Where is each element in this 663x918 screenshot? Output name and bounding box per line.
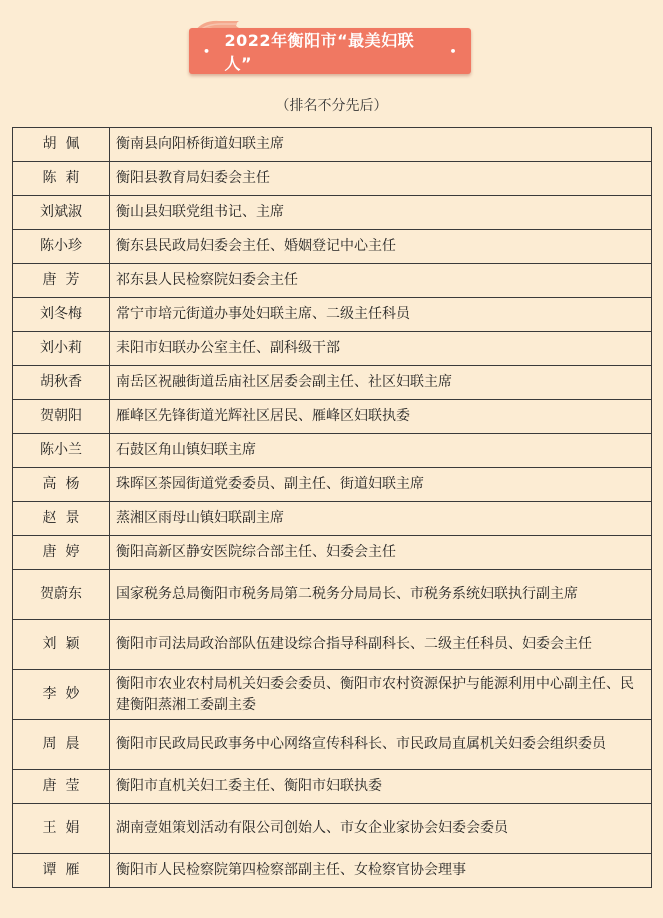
page-title: 2022年衡阳市“最美妇联人” (224, 31, 415, 73)
table-row (13, 366, 652, 400)
honoree-table (12, 127, 652, 888)
honoree-role: 常宁市培元街道办事处妇联主席、二级主任科员 (110, 298, 652, 332)
honoree-name: 陈 莉 (13, 162, 110, 196)
honoree-name: 唐 婷 (13, 536, 110, 570)
honoree-role: 石鼓区角山镇妇联主席 (110, 434, 652, 468)
honoree-role: 耒阳市妇联办公室主任、副科级干部 (110, 332, 652, 366)
honoree-role: 湖南壹姐策划活动有限公司创始人、市女企业家协会妇委会委员 (110, 804, 652, 854)
honoree-role: 衡山县妇联党组书记、主席 (110, 196, 652, 230)
table-row (13, 804, 652, 854)
subtitle: （排名不分先后） (275, 98, 388, 114)
honoree-role: 珠晖区茶园街道党委委员、副主任、街道妇联主席 (110, 468, 652, 502)
table-row (13, 502, 652, 536)
honoree-name: 唐 芳 (13, 264, 110, 298)
table-row (13, 230, 652, 264)
table-row (13, 536, 652, 570)
table-row (13, 400, 652, 434)
honoree-name: 周 晨 (13, 720, 110, 770)
bullet-left-icon: • (203, 44, 211, 58)
honoree-role: 雁峰区先锋街道光辉社区居民、雁峰区妇联执委 (110, 400, 652, 434)
table-row (13, 162, 652, 196)
table-row (13, 434, 652, 468)
honoree-role: 衡阳市人民检察院第四检察部副主任、女检察官协会理事 (110, 854, 652, 888)
table-row (13, 620, 652, 670)
honoree-role: 衡阳市直机关妇工委主任、衡阳市妇联执委 (110, 770, 652, 804)
table-row (13, 854, 652, 888)
honoree-role: 衡南县向阳桥街道妇联主席 (110, 128, 652, 162)
honoree-role: 衡阳高新区静安医院综合部主任、妇委会主任 (110, 536, 652, 570)
table-row (13, 196, 652, 230)
honoree-name: 陈小珍 (13, 230, 110, 264)
table-row (13, 332, 652, 366)
honoree-name: 陈小兰 (13, 434, 110, 468)
honoree-name: 贺朝阳 (13, 400, 110, 434)
honoree-name: 胡 佩 (13, 128, 110, 162)
honoree-name: 唐 莹 (13, 770, 110, 804)
honoree-name: 高 杨 (13, 468, 110, 502)
title-banner (189, 28, 471, 74)
table-row (13, 264, 652, 298)
honoree-role: 衡阳市农业农村局机关妇委会委员、衡阳市农村资源保护与能源利用中心副主任、民建衡阳蒸湘工委副主委 (110, 670, 652, 720)
table-row (13, 570, 652, 620)
honoree-name: 李 妙 (13, 670, 110, 720)
honoree-name: 赵 景 (13, 502, 110, 536)
honoree-role: 祁东县人民检察院妇委会主任 (110, 264, 652, 298)
honoree-name: 刘小莉 (13, 332, 110, 366)
honoree-role: 衡阳市民政局民政事务中心网络宣传科科长、市民政局直属机关妇委会组织委员 (110, 720, 652, 770)
table-row (13, 670, 652, 720)
honoree-role: 衡东县民政局妇委会主任、婚姻登记中心主任 (110, 230, 652, 264)
honoree-name: 王 娟 (13, 804, 110, 854)
table-row (13, 298, 652, 332)
table-row (13, 468, 652, 502)
table-row (13, 720, 652, 770)
table-row (13, 770, 652, 804)
honoree-name: 刘冬梅 (13, 298, 110, 332)
honoree-role: 国家税务总局衡阳市税务局第二税务分局局长、市税务系统妇联执行副主席 (110, 570, 652, 620)
honoree-role: 衡阳市司法局政治部队伍建设综合指导科副科长、二级主任科员、妇委会主任 (110, 620, 652, 670)
honoree-role: 南岳区祝融街道岳庙社区居委会副主任、社区妇联主席 (110, 366, 652, 400)
table-row (13, 128, 652, 162)
honoree-role: 衡阳县教育局妇委会主任 (110, 162, 652, 196)
honoree-name: 胡秋香 (13, 366, 110, 400)
honoree-name: 刘 颖 (13, 620, 110, 670)
honoree-name: 刘斌淑 (13, 196, 110, 230)
bullet-right-icon: • (449, 44, 457, 58)
honoree-role: 蒸湘区雨母山镇妇联副主席 (110, 502, 652, 536)
honoree-name: 贺蔚东 (13, 570, 110, 620)
honoree-name: 谭 雁 (13, 854, 110, 888)
